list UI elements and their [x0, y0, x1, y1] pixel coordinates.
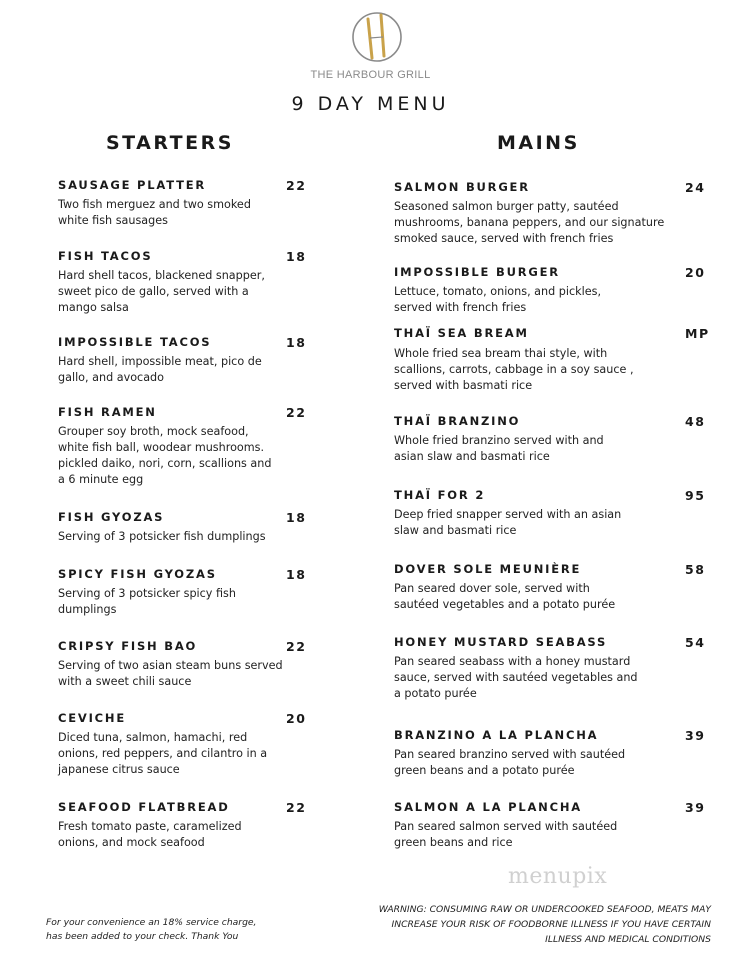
item-description: Pan seared salmon served with sautéed green beans and rice — [394, 820, 618, 849]
item-description: Whole fried sea bream thai style, with scallions, carrots, cabbage in a soy sauce , served with basmati rice — [394, 347, 634, 392]
mains-heading: MAINS — [497, 132, 580, 154]
item-description: Hard shell, impossible meat, pico de gallo, and avocado — [58, 355, 262, 384]
item-price: 54 — [685, 635, 706, 650]
item-name: SAUSAGE PLATTER — [58, 178, 207, 192]
item-description: Lettuce, tomato, onions, and pickles, served with french fries — [394, 285, 601, 314]
item-description: Pan seared branzino served with sautéed green beans and a potato purée — [394, 748, 626, 777]
item-price: 18 — [286, 335, 307, 350]
item-name: CRIPSY FISH BAO — [58, 639, 198, 653]
item-description: Diced tuna, salmon, hamachi, red onions, red peppers, and cilantro in a japanese citrus sauce — [58, 731, 268, 776]
item-price: MP — [685, 326, 710, 341]
menu-title: 9 DAY MENU — [291, 93, 450, 115]
brand-name: THE HARBOUR GRILL — [310, 69, 431, 81]
item-name: THAÏ BRANZINO — [394, 414, 521, 428]
item-price: 20 — [286, 711, 307, 726]
item-price: 22 — [286, 639, 307, 654]
item-description: Hard shell tacos, blackened snapper, sweet pico de gallo, served with a mango salsa — [58, 269, 265, 314]
item-name: FISH RAMEN — [58, 405, 157, 419]
item-description: Fresh tomato paste, caramelized onions, and mock seafood — [58, 820, 242, 849]
item-price: 58 — [685, 562, 706, 577]
item-name: CEVICHE — [58, 711, 126, 725]
item-price: 18 — [286, 567, 307, 582]
item-name: BRANZINO A LA PLANCHA — [394, 728, 599, 742]
item-price: 39 — [685, 800, 706, 815]
item-description: Deep fried snapper served with an asian slaw and basmati rice — [394, 508, 622, 537]
service-charge-note: For your convenience an 18% service charge, has been added to your check. Thank You — [46, 917, 257, 942]
item-price: 22 — [286, 178, 307, 193]
menupix-watermark: menupix — [508, 864, 608, 889]
item-name: SALMON BURGER — [394, 180, 530, 194]
item-name: IMPOSSIBLE TACOS — [58, 335, 212, 349]
item-description: Serving of 3 potsicker fish dumplings — [58, 530, 266, 543]
item-name: THAÏ FOR 2 — [394, 488, 486, 502]
item-price: 24 — [685, 180, 706, 195]
item-price: 48 — [685, 414, 706, 429]
item-name: SPICY FISH GYOZAS — [58, 567, 217, 581]
item-price: 22 — [286, 405, 307, 420]
harbour-grill-logo-icon — [350, 10, 404, 64]
item-price: 95 — [685, 488, 706, 503]
item-name: FISH TACOS — [58, 249, 153, 263]
item-description: Serving of two asian steam buns served with a sweet chili sauce — [58, 659, 283, 688]
item-price: 18 — [286, 510, 307, 525]
item-name: FISH GYOZAS — [58, 510, 165, 524]
item-name: IMPOSSIBLE BURGER — [394, 265, 560, 279]
item-description: Serving of 3 potsicker spicy fish dumplings — [58, 587, 236, 616]
item-description: Grouper soy broth, mock seafood, white fish ball, woodear mushrooms. pickled daiko, nori, corn, scallions and a 6 minute egg — [58, 425, 272, 486]
health-warning: WARNING: CONSUMING RAW OR UNDERCOOKED SEAFOOD, MEATS MAY INCREASE YOUR RISK OF FOODBORNE ILLNESS IF YOU HAVE CERTAIN ILLNESS AND MEDICAL CONDITIONS — [378, 904, 711, 945]
item-description: Whole fried branzino served with and asian slaw and basmati rice — [394, 434, 604, 463]
item-name: HONEY MUSTARD SEABASS — [394, 635, 608, 649]
starters-heading: STARTERS — [106, 132, 234, 154]
item-description: Pan seared seabass with a honey mustard sauce, served with sautéed vegetables and a potato purée — [394, 655, 638, 700]
item-price: 22 — [286, 800, 307, 815]
item-name: SALMON A LA PLANCHA — [394, 800, 582, 814]
item-price: 20 — [685, 265, 706, 280]
item-price: 39 — [685, 728, 706, 743]
item-description: Two fish merguez and two smoked white fish sausages — [58, 198, 251, 227]
item-name: THAÏ SEA BREAM — [394, 326, 529, 340]
item-description: Seasoned salmon burger patty, sautéed mushrooms, banana peppers, and our signature smoked sauce, served with french fries — [394, 200, 665, 245]
item-name: SEAFOOD FLATBREAD — [58, 800, 230, 814]
item-description: Pan seared dover sole, served with sautéed vegetables and a potato purée — [394, 582, 616, 611]
item-name: DOVER SOLE MEUNIÈRE — [394, 562, 582, 576]
item-price: 18 — [286, 249, 307, 264]
